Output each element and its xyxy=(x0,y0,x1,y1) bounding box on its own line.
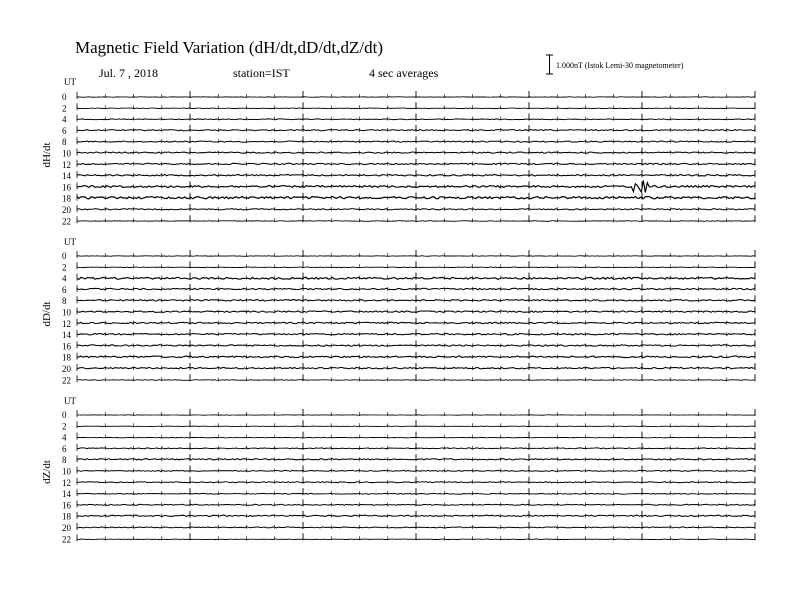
hour-tick-label: 4 xyxy=(62,273,67,284)
ut-label: UT xyxy=(64,77,76,87)
averaging-label: 4 sec averages xyxy=(369,66,439,80)
panel-ylabel: dH/dt xyxy=(41,142,53,168)
hour-tick-label: 16 xyxy=(62,182,71,193)
hour-tick-label: 2 xyxy=(62,103,67,114)
hour-tick-label: 10 xyxy=(62,307,71,318)
hour-tick-label: 16 xyxy=(62,500,71,511)
chart-title: Magnetic Field Variation (dH/dt,dD/dt,dZ/dt) xyxy=(75,38,384,57)
hour-tick-label: 20 xyxy=(62,205,71,215)
ut-label: UT xyxy=(64,237,76,247)
scale-bar-label: 1.000nT (Istok Lemi-30 magnetometer) xyxy=(556,61,684,70)
ut-label: UT xyxy=(64,396,76,406)
hour-tick-label: 18 xyxy=(62,511,71,522)
panel-ylabel: dD/dt xyxy=(41,301,53,327)
hour-tick-label: 2 xyxy=(62,421,67,432)
hour-tick-label: 2 xyxy=(62,262,67,273)
hour-tick-label: 8 xyxy=(62,455,67,466)
trace-line xyxy=(77,119,755,120)
hour-tick-label: 6 xyxy=(62,443,67,454)
hour-tick-label: 22 xyxy=(62,216,71,227)
trace-line xyxy=(77,97,755,98)
date-label: Jul. 7 , 2018 xyxy=(99,66,159,80)
hour-tick-label: 22 xyxy=(62,375,71,386)
hour-tick-label: 10 xyxy=(62,148,71,159)
hour-tick-label: 12 xyxy=(62,159,71,170)
trace-line xyxy=(77,527,755,528)
trace-line xyxy=(77,437,755,438)
hour-tick-label: 18 xyxy=(62,193,71,204)
panel-ylabel: dZ/dt xyxy=(41,460,53,484)
hour-tick-label: 20 xyxy=(62,364,71,374)
trace-line xyxy=(77,322,755,323)
hour-tick-label: 14 xyxy=(62,171,71,182)
hour-tick-label: 8 xyxy=(62,137,67,148)
hour-tick-label: 0 xyxy=(62,251,67,261)
hour-tick-label: 6 xyxy=(62,284,67,295)
hour-tick-label: 4 xyxy=(62,114,67,125)
hour-tick-label: 0 xyxy=(62,410,67,420)
hour-tick-label: 12 xyxy=(62,477,71,488)
hour-tick-label: 8 xyxy=(62,296,67,307)
hour-tick-label: 14 xyxy=(62,489,71,500)
trace-line xyxy=(77,380,755,381)
hour-tick-label: 14 xyxy=(62,330,71,341)
trace-line xyxy=(77,267,755,268)
hour-tick-label: 22 xyxy=(62,534,71,545)
trace-line xyxy=(77,539,755,540)
hour-tick-label: 10 xyxy=(62,466,71,477)
hour-tick-label: 0 xyxy=(62,92,67,102)
station-label: station=IST xyxy=(233,66,290,80)
hour-tick-label: 12 xyxy=(62,318,71,329)
hour-tick-label: 4 xyxy=(62,432,67,443)
hour-tick-label: 6 xyxy=(62,125,67,136)
hour-tick-label: 18 xyxy=(62,352,71,363)
hour-tick-label: 16 xyxy=(62,341,71,352)
hour-tick-label: 20 xyxy=(62,523,71,533)
trace-line xyxy=(77,108,755,109)
trace-line xyxy=(77,256,755,257)
